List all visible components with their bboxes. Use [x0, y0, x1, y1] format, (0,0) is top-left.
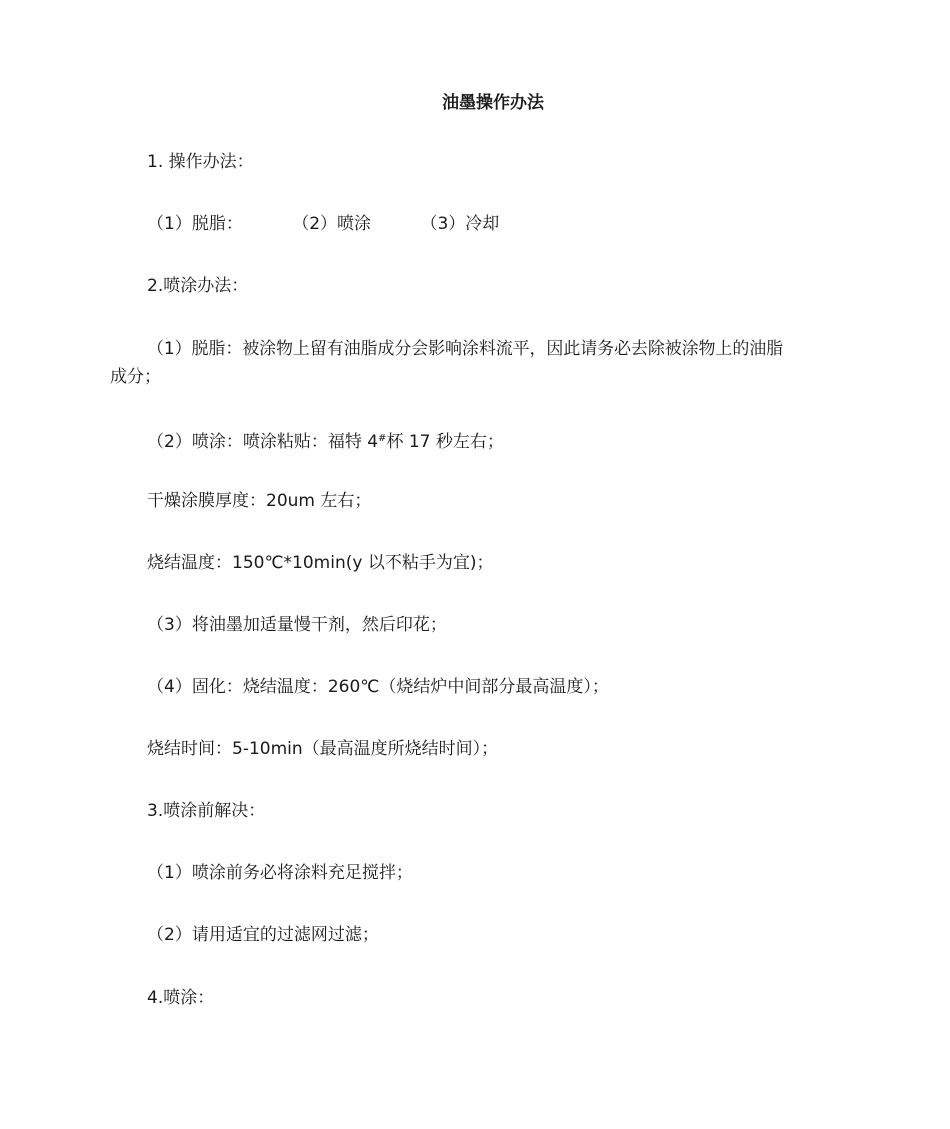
section-2-para-5: （3）将油墨加适量慢干剂，然后印花；: [147, 615, 447, 635]
section-2-heading: 2.喷涂办法：: [147, 276, 249, 296]
cup-number-mark: #: [378, 433, 387, 444]
section-3-para-1: （1）喷涂前务必将涂料充足搅拌；: [147, 863, 413, 883]
step-cool: （3）冷却: [420, 214, 500, 234]
dry-film-thickness: 干燥涂膜厚度：20um 左右；: [147, 491, 372, 511]
section-3-heading: 3.喷涂前解决：: [147, 801, 266, 821]
step-spray: （2）喷涂: [292, 214, 372, 234]
section-3-para-2: （2）请用适宜的过滤网过滤；: [147, 925, 379, 945]
section-2-para-1-line-2: 成分；: [110, 367, 161, 387]
section-1-steps: [147, 211, 499, 237]
step-degrease: （1）脱脂：: [147, 214, 243, 234]
spray-viscosity-tail: 杯 17 秒左右；: [386, 432, 504, 452]
section-2-para-6: （4）固化：烧结温度：260℃（烧结炉中间部分最高温度）；: [147, 677, 609, 697]
sinter-time: 烧结时间：5-10min（最高温度所烧结时间）；: [147, 739, 499, 759]
section-2-para-2: [147, 426, 504, 455]
section-4-heading: 4.喷涂：: [147, 988, 215, 1008]
section-2-para-1-line-1: （1）脱脂：被涂物上留有油脂成分会影响涂料流平，因此请务必去除被涂物上的油脂: [147, 339, 784, 359]
sinter-temperature: 烧结温度：150℃*10min(y 以不粘手为宜)；: [147, 553, 494, 573]
section-1-heading: 1. 操作办法：: [147, 152, 254, 172]
document-title: 油墨操作办法: [442, 93, 544, 113]
spray-viscosity-text: （2）喷涂：喷涂粘贴：福特 4: [147, 432, 379, 452]
